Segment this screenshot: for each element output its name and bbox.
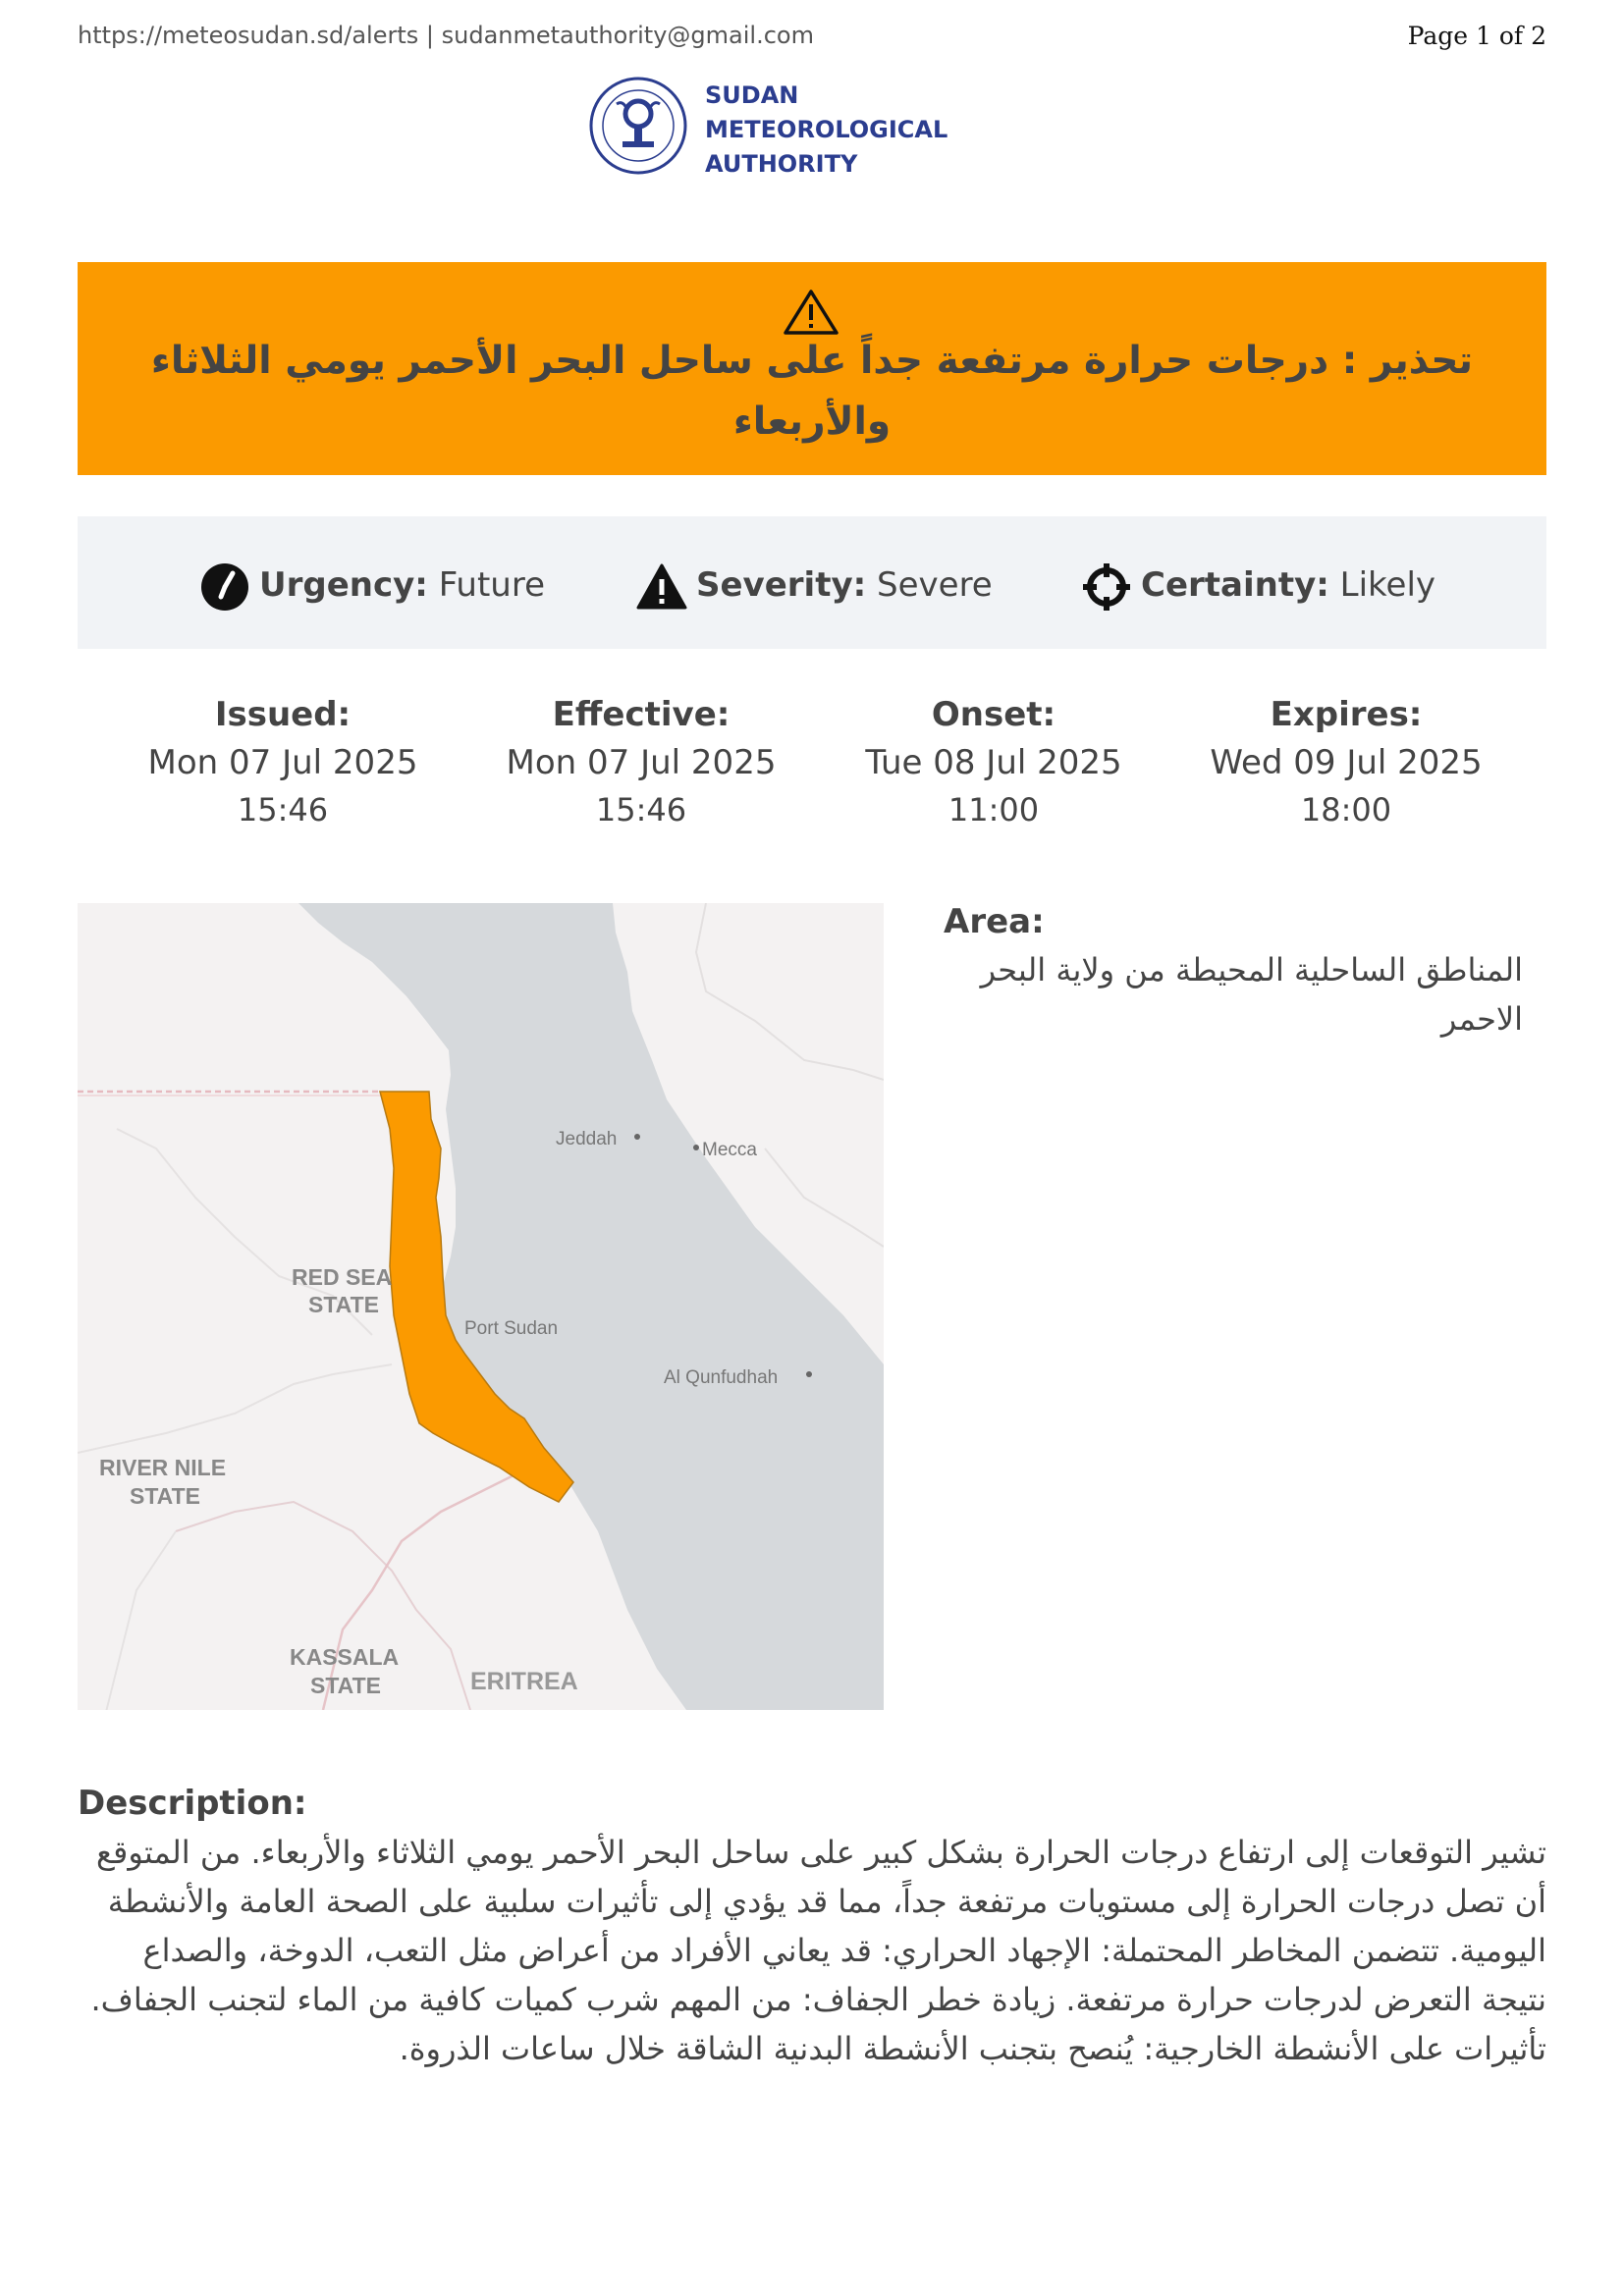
alert-title: تحذير : درجات حرارة مرتفعة جداً على ساحل البحر الأحمر يومي الثلاثاء والأربعاء bbox=[150, 339, 1474, 444]
authority-emblem-icon bbox=[587, 75, 689, 177]
alert-meta-bar bbox=[78, 516, 1546, 649]
expires-time: 18:00 bbox=[1300, 791, 1392, 828]
effective-label: Effective: bbox=[552, 695, 731, 734]
map-label-kassala-1: KASSALA bbox=[290, 1644, 400, 1670]
map-label-river-nile-1: RIVER NILE bbox=[99, 1455, 227, 1480]
alert-banner bbox=[78, 262, 1546, 475]
expires-label: Expires: bbox=[1270, 695, 1423, 734]
clock-icon bbox=[199, 561, 250, 613]
warning-triangle-icon bbox=[783, 288, 839, 337]
map-label-river-nile-2: STATE bbox=[130, 1483, 200, 1509]
description-text: تشير التوقعات إلى ارتفاع درجات الحرارة بشكل كبير على ساحل البحر الأحمر يومي الثلاثاء والأربعاء. من المتوقع أن تصل درجات الحرارة إلى مستويات مرتفعة جداً، مما قد يؤدي إلى تأثيرات سلبية على الصحة العامة والأنشطة اليومية. تتضمن المخاطر المحتملة: الإجهاد الحراري: قد يعاني الأفراد من أعراض مثل التعب، الدوخة، والصداع نتيجة التعرض لدرجات حرارة مرتفعة. زيادة خطر الجفاف: من المهم شرب كميات كافية من الماء لتجنب الجفاف. تأثيرات على الأنشطة الخارجية: يُنصح بتجنب الأنشطة البدنية الشاقة خلال ساعات الذروة. bbox=[90, 1834, 1546, 2067]
severity-value: Severe bbox=[877, 565, 993, 605]
red-sea-shape bbox=[298, 903, 884, 1710]
alert-area-map[interactable] bbox=[78, 903, 884, 1710]
expires-date: Wed 09 Jul 2025 bbox=[1210, 743, 1483, 782]
effective-time: 15:46 bbox=[595, 791, 687, 828]
severity-label: Severity: bbox=[696, 565, 867, 605]
onset-label: Onset: bbox=[931, 695, 1056, 734]
logo-text bbox=[705, 79, 947, 182]
map-label-al-qunfudhah: Al Qunfudhah bbox=[664, 1367, 779, 1388]
map-label-kassala-2: STATE bbox=[310, 1673, 381, 1698]
issued-date: Mon 07 Jul 2025 bbox=[147, 743, 418, 782]
issued-label: Issued: bbox=[214, 695, 352, 734]
certainty-label: Certainty: bbox=[1141, 565, 1329, 605]
onset-time: 11:00 bbox=[947, 791, 1040, 828]
logo-line-1: SUDAN bbox=[705, 81, 799, 109]
urgency-value: Future bbox=[438, 565, 545, 605]
effective-date: Mon 07 Jul 2025 bbox=[506, 743, 777, 782]
crosshair-icon bbox=[1081, 561, 1132, 613]
issued-time: 15:46 bbox=[237, 791, 329, 828]
area-label: Area: bbox=[944, 902, 1045, 941]
authority-logo bbox=[587, 75, 960, 183]
alert-dates bbox=[78, 691, 1546, 838]
description-label: Description: bbox=[78, 1784, 307, 1823]
description-section bbox=[78, 1779, 1546, 2073]
onset-date: Tue 08 Jul 2025 bbox=[865, 743, 1122, 782]
area-section bbox=[944, 898, 1552, 1043]
page-indicator: Page 1 of 2 bbox=[1407, 22, 1546, 50]
issued-block bbox=[126, 691, 440, 832]
map-label-red-sea-2: STATE bbox=[308, 1292, 379, 1317]
map-label-jeddah: Jeddah bbox=[556, 1129, 618, 1149]
map-label-port-sudan: Port Sudan bbox=[464, 1318, 559, 1339]
logo-line-3: AUTHORITY bbox=[705, 150, 858, 178]
page-header bbox=[78, 22, 1546, 53]
onset-block bbox=[837, 691, 1151, 832]
map-label-red-sea-1: RED SEA bbox=[292, 1264, 393, 1290]
effective-block bbox=[484, 691, 798, 832]
expires-block bbox=[1189, 691, 1503, 832]
severity-warning-icon bbox=[636, 561, 687, 613]
logo-line-2: METEOROLOGICAL bbox=[705, 116, 948, 143]
urgency-label: Urgency: bbox=[259, 565, 428, 605]
area-value: المناطق الساحلية المحيطة من ولاية البحر الاحمر bbox=[980, 951, 1523, 1038]
header-contact[interactable]: https://meteosudan.sd/alerts | sudanmetauthority@gmail.com bbox=[78, 22, 814, 49]
map-canvas bbox=[78, 903, 884, 1710]
map-label-eritrea: ERITREA bbox=[470, 1668, 578, 1695]
map-label-mecca: Mecca bbox=[702, 1140, 757, 1160]
certainty-value: Likely bbox=[1339, 565, 1436, 605]
